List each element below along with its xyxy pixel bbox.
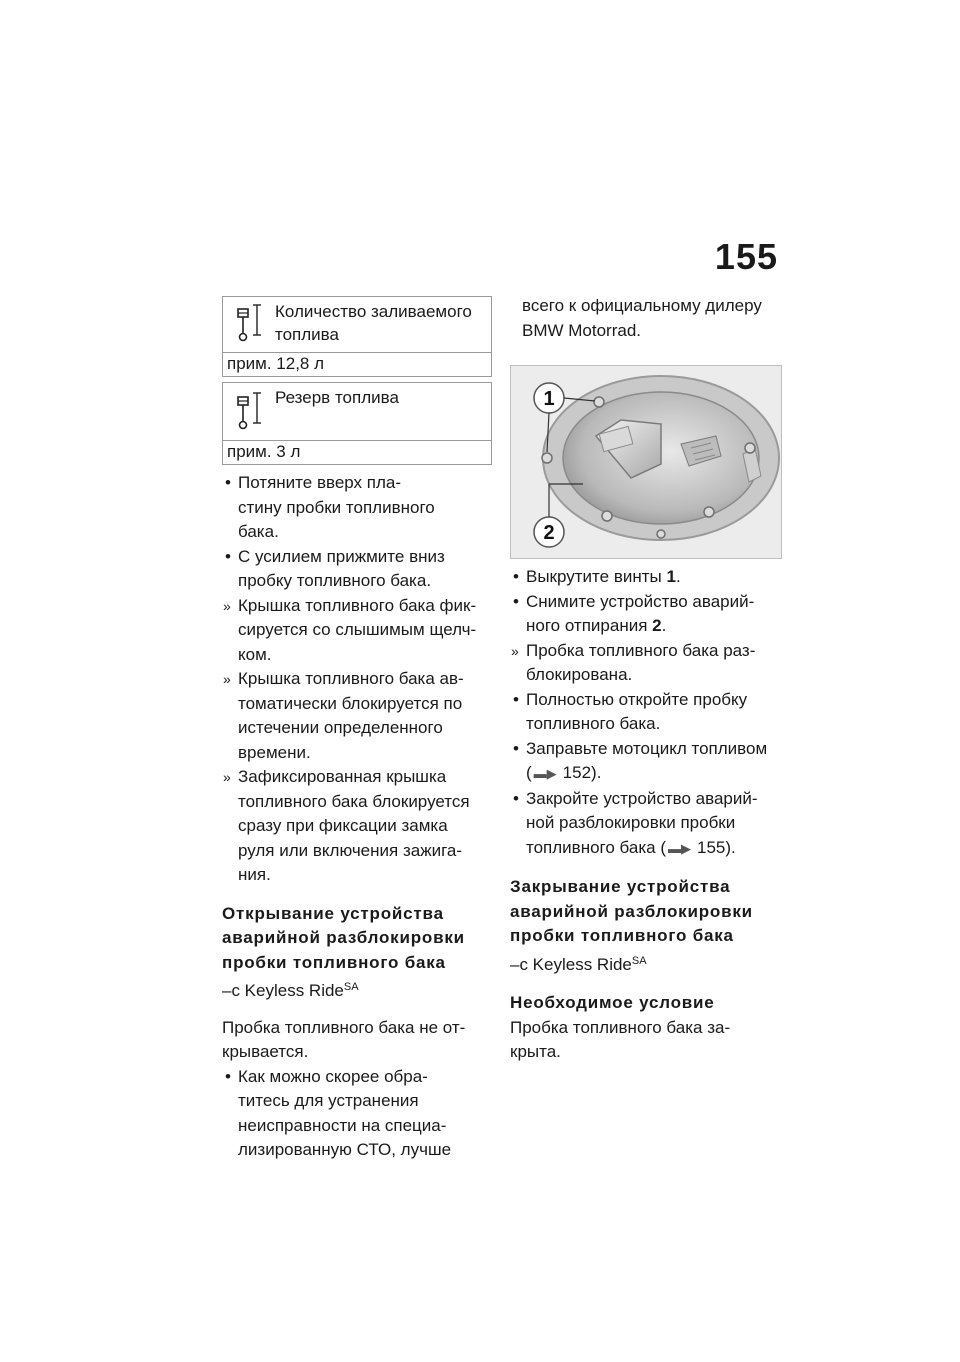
list-item: • Полностью откройте пробку топливного бака. — [513, 689, 748, 733]
page-ref-arrow-icon: ▬▶ — [533, 766, 557, 781]
continued-text: всего к официальному дилеру BMW Motorrad. — [522, 296, 762, 340]
bullet-icon: • — [513, 788, 519, 808]
spec-value: прим. 12,8 л — [227, 354, 325, 373]
bullet-icon: • — [225, 546, 231, 566]
list-item: • Как можно скорее обра- титесь для устранения неисправности на специа- лизированную СТО, лучше — [225, 1066, 452, 1159]
page-number: 155 — [714, 236, 778, 277]
variant-label: –с Keyless Ride$^{SA}$ — [222, 981, 359, 1000]
result-arrow-icon: » — [223, 671, 231, 687]
spec-title: Резерв топлива — [275, 388, 399, 407]
right-column — [510, 294, 782, 1065]
fuel-capacity-spec — [222, 296, 492, 377]
bullet-icon: • — [225, 473, 231, 492]
variant-label: –с Keyless Ride$^{SA}$ — [510, 954, 647, 974]
list-item: • Заправьте мотоцикл топливом ( ▬▶ 152). — [510, 737, 782, 787]
result-item: » Зафиксированная крышка топливного бака блокируется сразу при фиксации замка руля или включения зажига- ния. — [223, 767, 470, 884]
bullet-icon: • — [513, 567, 519, 586]
page-ref-link[interactable]: 155). — [697, 837, 736, 857]
bullet-icon: • — [225, 1066, 231, 1086]
bullet-icon: • — [513, 689, 519, 709]
section-open-heading: Открывание устройства аварийной разблокировки пробки топливного бака — [222, 903, 465, 972]
list-item: • Потяните вверх пла- стину пробки топливного бака. — [225, 473, 435, 541]
bullet-icon: • — [513, 591, 519, 611]
prerequisite-text: Пробка топливного бака за- крыта. — [510, 1017, 731, 1061]
result-item: » Пробка топливного бака раз- блокирована. — [511, 640, 756, 684]
list-item: • Снимите устройство аварий- ного отпирания 2. — [513, 591, 755, 635]
section-close-heading: Закрывание устройства аварийной разблокировки пробки топливного бака — [510, 877, 753, 945]
fuel-cap-illustration — [511, 366, 782, 559]
result-arrow-icon: » — [511, 642, 519, 659]
spec-title: Количество заливаемого топлива — [275, 302, 472, 344]
result-arrow-icon: » — [223, 597, 231, 614]
result-arrow-icon: » — [223, 769, 231, 785]
result-item: » Крышка топливного бака фик- сируется со слышимым щелч- ком. — [223, 595, 477, 664]
list-item: • Выкрутите винты 1. — [510, 565, 782, 590]
fuel-reserve-spec — [222, 382, 492, 465]
fuel-pump-icon — [223, 383, 271, 440]
prerequisite-heading: Необходимое условие — [510, 993, 715, 1012]
page-ref-arrow-icon: ▬▶ — [668, 840, 692, 856]
list-item: • С усилием прижмите вниз пробку топливного бака. — [225, 546, 445, 590]
spec-value: прим. 3 л — [227, 442, 301, 461]
section-open-intro: Пробка топливного бака не от- крывается. — [222, 1017, 466, 1061]
fuel-cap-photo — [510, 365, 782, 559]
left-column — [222, 296, 492, 1163]
list-item: • Закройте устройство аварий- ной разблокировки пробки топливного бака ( ▬▶ 155). — [510, 787, 782, 862]
result-item: » Крышка топливного бака ав- томатически блокируется по истечении определенного времени. — [223, 669, 464, 762]
callout-1: 1 — [543, 388, 555, 410]
bullet-icon: • — [513, 738, 519, 758]
page-ref-link[interactable]: 152). — [562, 763, 602, 782]
fuel-pump-icon — [223, 297, 271, 352]
callout-2: 2 — [543, 522, 555, 544]
